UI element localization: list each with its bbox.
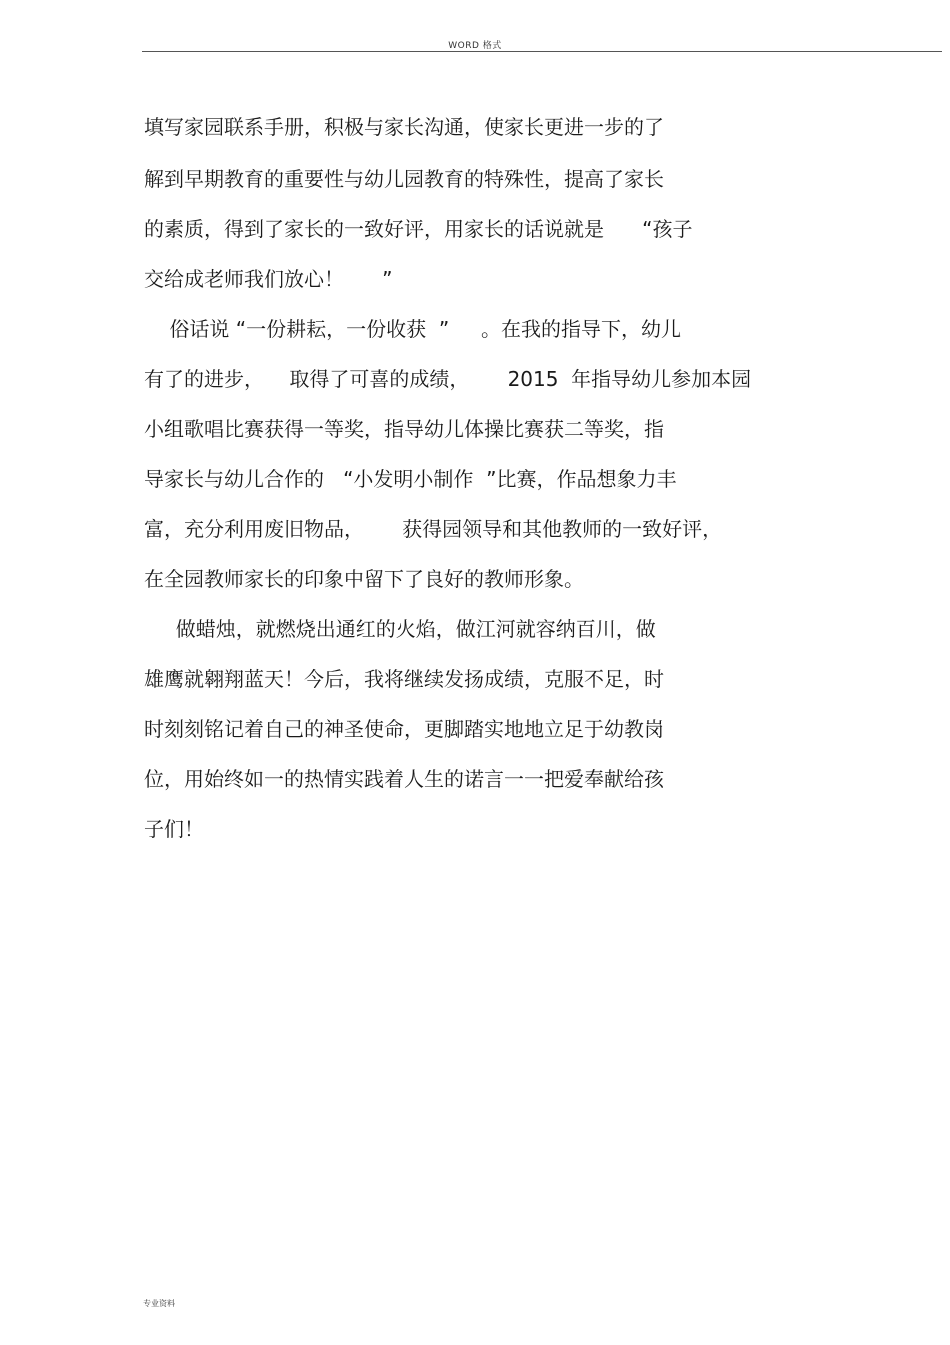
body-line: 的素质，得到了家长的一致好评，用家长的话说就是 “孩子: [144, 217, 693, 241]
body-line: 解到早期教育的重要性与幼儿园教育的特殊性，提高了家长: [144, 167, 664, 191]
body-line: 交给成老师我们放心！ ”: [144, 267, 393, 291]
body-line: 子们！: [144, 817, 204, 841]
body-line: 时刻刻铭记着自己的神圣使命，更脚踏实地地立足于幼教岗: [144, 717, 664, 741]
body-line: 做蜡烛，就燃烧出通红的火焰，做江河就容纳百川，做: [144, 617, 656, 641]
header-divider: [142, 51, 942, 52]
body-line: 雄鹰就翱翔蓝天！今后，我将继续发扬成绩，克服不足，时: [144, 667, 664, 691]
body-line: 导家长与幼儿合作的 “小发明小制作 ”比赛，作品想象力丰: [144, 467, 677, 491]
body-line: 位，用始终如一的热情实践着人生的诺言一一把爱奉献给孩: [144, 767, 664, 791]
page-footer-label: 专业资料: [143, 1299, 175, 1308]
page-header-label: WORD 格式: [448, 41, 502, 51]
body-line: 在全园教师家长的印象中留下了良好的教师形象。: [144, 567, 584, 591]
body-line: 填写家园联系手册，积极与家长沟通，使家长更进一步的了: [144, 115, 664, 139]
body-line: 俗话说 “一份耕耘，一份收获 ” 。在我的指导下，幼儿: [144, 317, 682, 341]
body-line: 有了的进步， 取得了可喜的成绩， 2015 年指导幼儿参加本园: [144, 367, 752, 391]
body-line: 小组歌唱比赛获得一等奖，指导幼儿体操比赛获二等奖，指: [144, 417, 664, 441]
body-line: 富，充分利用废旧物品， 获得园领导和其他教师的一致好评，: [144, 517, 723, 541]
